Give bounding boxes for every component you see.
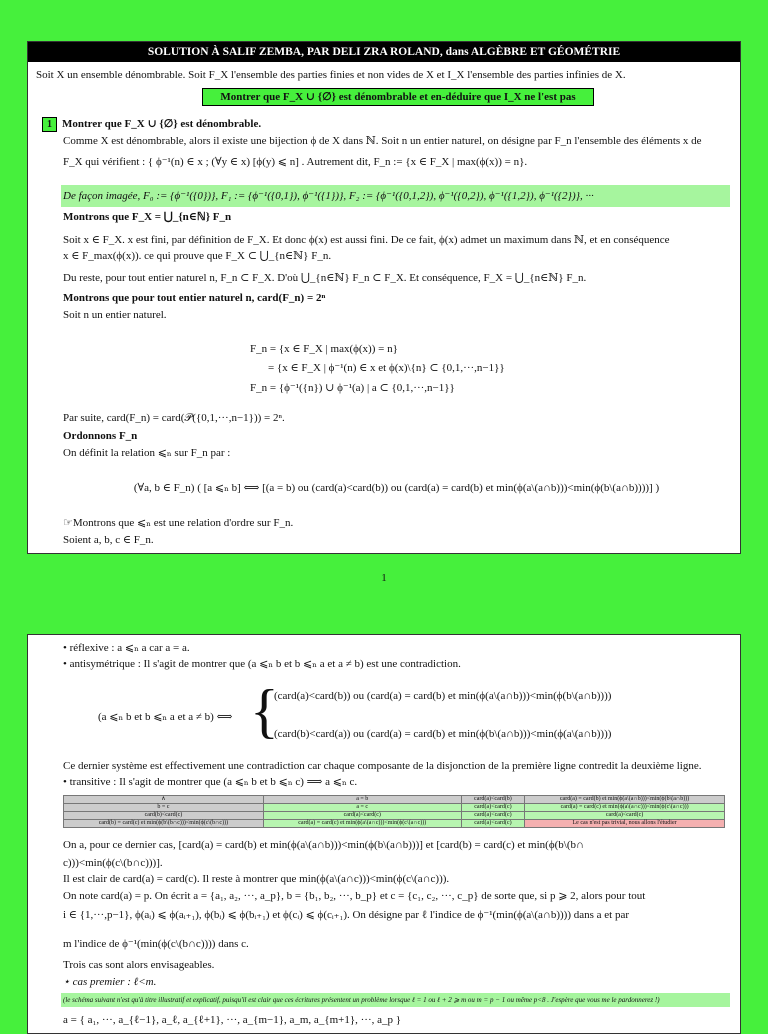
text-line: c)))<min(ϕ(c\(b∩c)))]. [63, 857, 163, 869]
table-cell: card(a)<card(c) [461, 820, 524, 828]
page-2 [27, 634, 741, 1034]
text-line: ☞Montrons que ⩽ₙ est une relation d'ordre sur F_n. [63, 517, 294, 529]
text-line: Trois cas sont alors envisageables. [63, 959, 215, 971]
equation-line: (∀a, b ∈ F_n) ( [a ⩽ₙ b] ⟺ [(a = b) ou (card(a)<card(b)) ou (card(a) = card(b) et min(ϕ(a\(a∩b)))<min(ϕ(b\(a∩b))))] ) [133, 482, 660, 494]
table-cell: card(a) = card(c) et min(ϕ(a\(a∩c)))<min(ϕ(c\(a∩c))) [525, 804, 725, 812]
table-cell: card(a) = card(c) et min(ϕ(a\(a∩c)))<min(ϕ(c\(a∩c))) [263, 820, 461, 828]
table-cell: card(b)<card(c) [64, 812, 264, 820]
table-cell: Le cas n'est pas trivial, nous allons l'étudier [525, 820, 725, 828]
document-title: SOLUTION À SALIF ZEMBA, PAR DELI ZRA ROLAND, dans ALGÈBRE ET GÉOMÉTRIE [28, 42, 740, 62]
section-heading [42, 117, 730, 132]
text-line: Par suite, card(F_n) = card(𝒫({0,1,···,n−1})) = 2ⁿ. [63, 412, 285, 424]
text-line: a = { a₁, ···, a_{ℓ−1}, a_ℓ, a_{ℓ+1}, ···, a_{m−1}, a_m, a_{m+1}, ···, a_p } [63, 1014, 402, 1026]
text-line: Du reste, pour tout entier naturel n, F_n ⊂ F_X. D'où ⋃_{n∈ℕ} F_n ⊂ F_X. Et conséquence, F_X = ⋃_{n∈ℕ} F_n. [63, 272, 587, 284]
system-line: (card(b)<card(a)) ou (card(a) = card(b) et min(ϕ(b\(a∩b)))<min(ϕ(a\(a∩b)))) [274, 728, 612, 740]
text-line: Soit x ∈ F_X. x est fini, par définition de F_X. Et donc ϕ(x) est aussi fini. De ce fait, ϕ(x) admet un maximum dans ℕ, et en conséquence [63, 234, 670, 246]
left-brace-icon: { [250, 678, 279, 744]
table-cell: card(a) = card(b) et min(ϕ(a\(a∩b)))<min(ϕ(b\(a∩b))) [525, 796, 725, 804]
table-cell: b = c [64, 804, 264, 812]
text-line: F_X qui vérifient : { ϕ⁻¹(n) ∈ x ; (∀y ∈ x) [ϕ(y) ⩽ n] . Autrement dit, F_n := {x ∈ F_X | max(ϕ(x)) = n}. [63, 156, 528, 168]
page-1 [27, 41, 741, 554]
text-line: On définit la relation ⩽ₙ sur F_n par : [63, 447, 231, 459]
text-line: On note card(a) = p. On écrit a = {a₁, a₂, ···, a_p}, b = {b₁, b₂, ···, b_p} et c = {c₁, c₂, ···, c_p} de sorte que, si p ⩾ 2, alors pour tout [63, 890, 646, 902]
text-line: i ∈ {1,···,p−1}, ϕ(aᵢ) ⩽ ϕ(aᵢ₊₁), ϕ(bᵢ) ⩽ ϕ(bᵢ₊₁) et ϕ(cᵢ) ⩽ ϕ(cᵢ₊₁). On désigne par ℓ l'indice de ϕ⁻¹(min(ϕ(a\(a∩b)))) dans a et par [63, 909, 630, 921]
table-cell: a = b [263, 796, 461, 804]
table-cell: card(a)<card(c) [461, 804, 524, 812]
text-line: Soient a, b, c ∈ F_n. [63, 534, 154, 546]
text-line: (le schéma suivant n'est qu'à titre illustratif et explicatif, puisqu'il est clair que ces écritures présentent un problème lorsque ℓ = 1 ou ℓ + 2 ⩾ m ou m = p − 1 ou même p<8 . J'espère que vous me le pardonnerez !) [63, 996, 660, 1004]
question-box: Montrer que F_X ∪ {∅} est dénombrable et en-déduire que I_X ne l'est pas [202, 88, 594, 106]
text-line: • transitive : Il s'agit de montrer que (a ⩽ₙ b et b ⩽ₙ c) ⟹ a ⩽ₙ c. [63, 776, 358, 788]
transitivity-table [63, 795, 725, 828]
system-line: (card(a)<card(b)) ou (card(a) = card(b) et min(ϕ(a\(a∩b)))<min(ϕ(b\(a∩b)))) [274, 690, 612, 702]
equation-line: = {x ∈ F_X | ϕ⁻¹(n) ∈ x et ϕ(x)\{n} ⊂ {0,1,···,n−1}} [268, 362, 505, 374]
system-left: (a ⩽ₙ b et b ⩽ₙ a et a ≠ b) ⟺ [98, 711, 233, 723]
table-cell: card(a)<card(c) [461, 812, 524, 820]
text-line: De façon imagée, F₀ := {ϕ⁻¹({0})}, F₁ := {ϕ⁻¹({0,1}), ϕ⁻¹({1})}, F₂ := {ϕ⁻¹({0,1,2}), ϕ⁻¹({0,2}), ϕ⁻¹({1,2}), ϕ⁻¹({2})}, ··· [63, 190, 594, 202]
table-cell: card(a)<card(c) [525, 812, 725, 820]
section-title: Montrer que F_X ∪ {∅} est dénombrable. [62, 118, 262, 130]
text-line: Soit n un entier naturel. [63, 309, 167, 321]
table-cell: a = c [263, 804, 461, 812]
table-cell: card(a)<card(c) [263, 812, 461, 820]
text-line: Il est clair de card(a) = card(c). Il reste à montrer que min(ϕ(a\(a∩c)))<min(ϕ(c\(a∩c))). [63, 873, 450, 885]
page-number: 1 [381, 572, 387, 584]
text-line: Ordonnons F_n [63, 430, 138, 442]
text-line: ⋆ cas premier : ℓ<m. [63, 976, 157, 988]
table-cell: card(b) = card(c) et min(ϕ(b\(b∩c)))<min(ϕ(c\(b∩c))) [64, 820, 264, 828]
text-line: m l'indice de ϕ⁻¹(min(ϕ(c\(b∩c)))) dans c. [63, 938, 249, 950]
table-cell: card(a)<card(b) [461, 796, 524, 804]
text-line: x ∈ F_max(ϕ(x)). ce qui prouve que F_X ⊂ ⋃_{n∈ℕ} F_n. [63, 250, 332, 262]
table-cell: ∧ [64, 796, 264, 804]
section-number: 1 [42, 117, 57, 132]
text-line: • réflexive : a ⩽ₙ a car a = a. [63, 642, 190, 654]
text-line: Montrons que pour tout entier naturel n, card(F_n) = 2ⁿ [63, 292, 326, 304]
text-line: Comme X est dénombrable, alors il existe une bijection ϕ de X dans ℕ. Soit n un entier naturel, on désigne par F_n l'ensemble des éléments x de [63, 135, 702, 147]
text-line: On a, pour ce dernier cas, [card(a) = card(b) et min(ϕ(a\(a∩b)))<min(ϕ(b\(a∩b)))] et [card(b) = card(c) et min(ϕ(b\(b∩ [63, 839, 584, 851]
text-line: Montrons que F_X = ⋃_{n∈ℕ} F_n [63, 211, 232, 223]
equation-line: F_n = {x ∈ F_X | max(ϕ(x)) = n} [250, 343, 398, 355]
intro-text: Soit X un ensemble dénombrable. Soit F_X l'ensemble des parties finies et non vides de X et I_X l'ensemble des parties infinies de X. [36, 69, 626, 81]
text-line: • antisymétrique : Il s'agit de montrer que (a ⩽ₙ b et b ⩽ₙ a et a ≠ b) est une contradiction. [63, 658, 461, 670]
equation-line: F_n = {ϕ⁻¹({n}) ∪ ϕ⁻¹(a) | a ⊂ {0,1,···,n−1}} [250, 382, 455, 394]
text-line: Ce dernier système est effectivement une contradiction car chaque composante de la disjonction de la première ligne contredit la deuxième ligne. [63, 760, 702, 772]
